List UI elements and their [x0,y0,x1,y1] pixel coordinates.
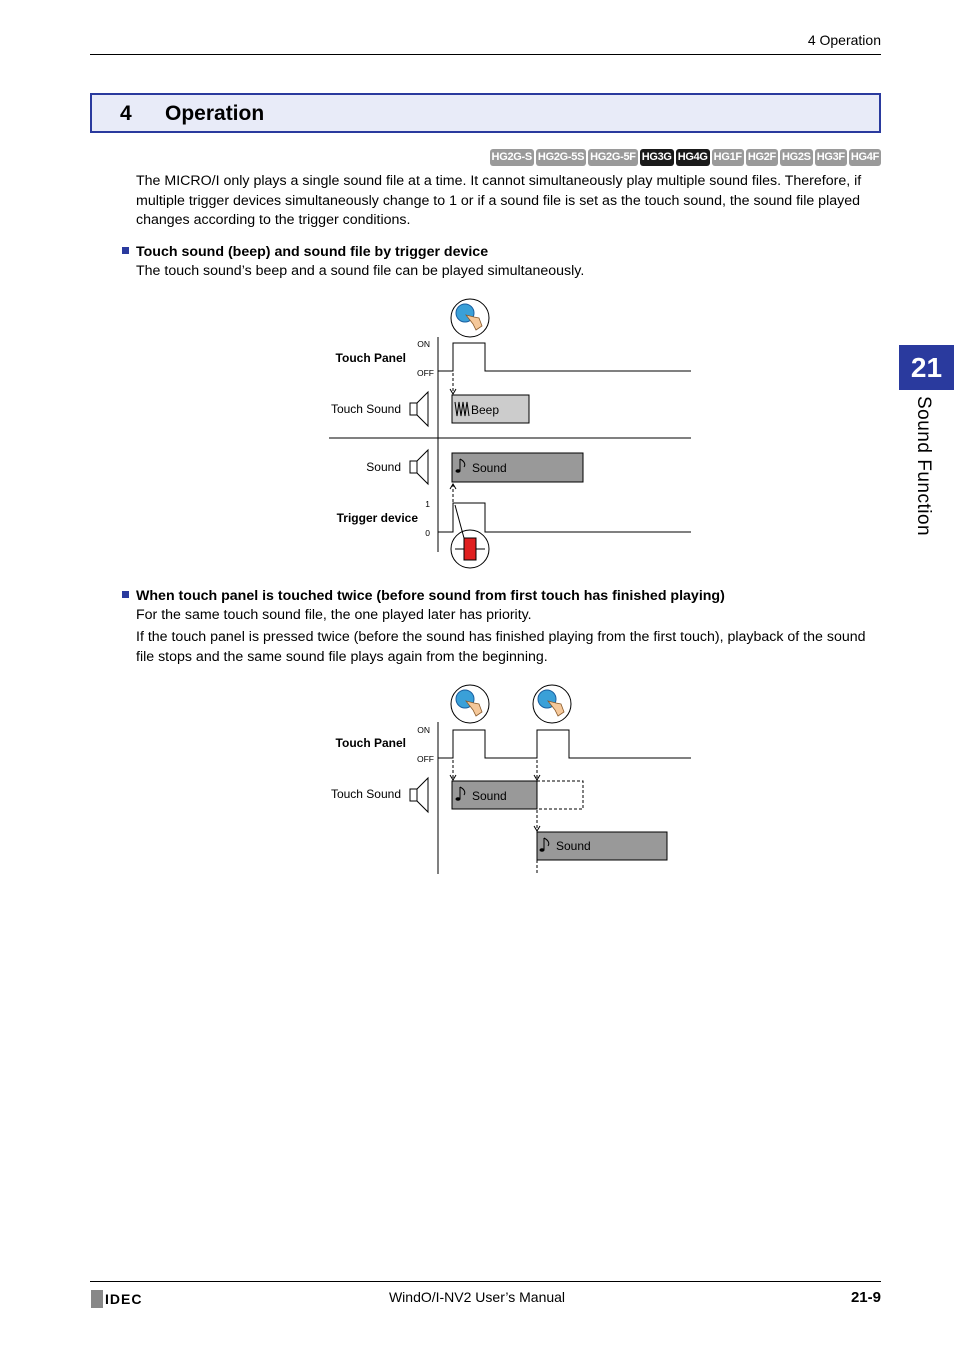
label-zero: 0 [425,528,430,538]
label-on: ON [417,725,430,735]
touch-hand-icon [451,685,489,723]
model-badge: HG2G-5S [536,149,586,166]
model-badge: HG2G-5F [588,149,638,166]
chapter-title: Sound Function [913,396,934,537]
bullet-heading-text: Touch sound (beep) and sound file by trigger device [136,244,489,260]
touch-panel-waveform [438,730,691,758]
label-touch-panel: Touch Panel [335,351,406,365]
sound-box-text: Sound [472,789,507,803]
label-off: OFF [417,754,434,764]
label-touch-panel: Touch Panel [335,736,406,750]
model-badge: HG4F [849,149,881,166]
intro-paragraph: The MICRO/I only plays a single sound file at a time. It cannot simultaneously play multiple sound files. Therefore, if multiple trigger devices simultaneously change to 1 or if a sound file is set as the touch sound, the sound file played changes according to the trigger conditions. [136,173,862,228]
chapter-number-tab: 21 [899,345,954,390]
label-one: 1 [425,499,430,509]
bullet2-paragraph-1: For the same touch sound file, the one played later has priority. [136,607,532,623]
label-sound: Sound [366,460,401,474]
model-badge: HG1F [712,149,744,166]
label-on: ON [417,339,430,349]
section-title: Operation [165,102,265,125]
model-badge: HG2F [746,149,778,166]
bullet-text: The touch sound’s beep and a sound file can be played simultaneously. [136,263,585,279]
model-badge-active: HG4G [676,149,710,166]
label-trigger-device: Trigger device [336,511,418,525]
page-number: 21-9 [850,1289,881,1306]
speaker-icon [410,778,428,812]
label-off: OFF [417,368,434,378]
model-badge: HG3F [815,149,847,166]
model-badge-active: HG3G [640,149,674,166]
running-header: 4 Operation [807,32,881,48]
bullet2-paragraph-2: If the touch panel is pressed twice (before the sound has finished playing from the first touch), playback of the sound file stops and the same sound file plays again from the beginning. [136,629,866,665]
sound-box-text: Sound [472,461,507,475]
touch-hand-icon [533,685,571,723]
section-number: 4 [120,102,132,125]
label-touch-sound: Touch Sound [330,787,401,801]
sound-box-text: Sound [556,839,591,853]
sound-box-cut [537,781,583,809]
model-badge: HG2G-S [490,149,534,166]
label-touch-sound: Touch Sound [330,402,401,416]
logo-text: IDEC [105,1291,143,1307]
beep-text: Beep [471,403,500,417]
footer-rule [90,1281,881,1282]
model-badge: HG2S [780,149,813,166]
bullet-heading-text: When touch panel is touched twice (before sound from first touch has finished playing) [136,588,725,604]
footer-manual-title: WindO/I-NV2 User’s Manual [388,1289,566,1305]
